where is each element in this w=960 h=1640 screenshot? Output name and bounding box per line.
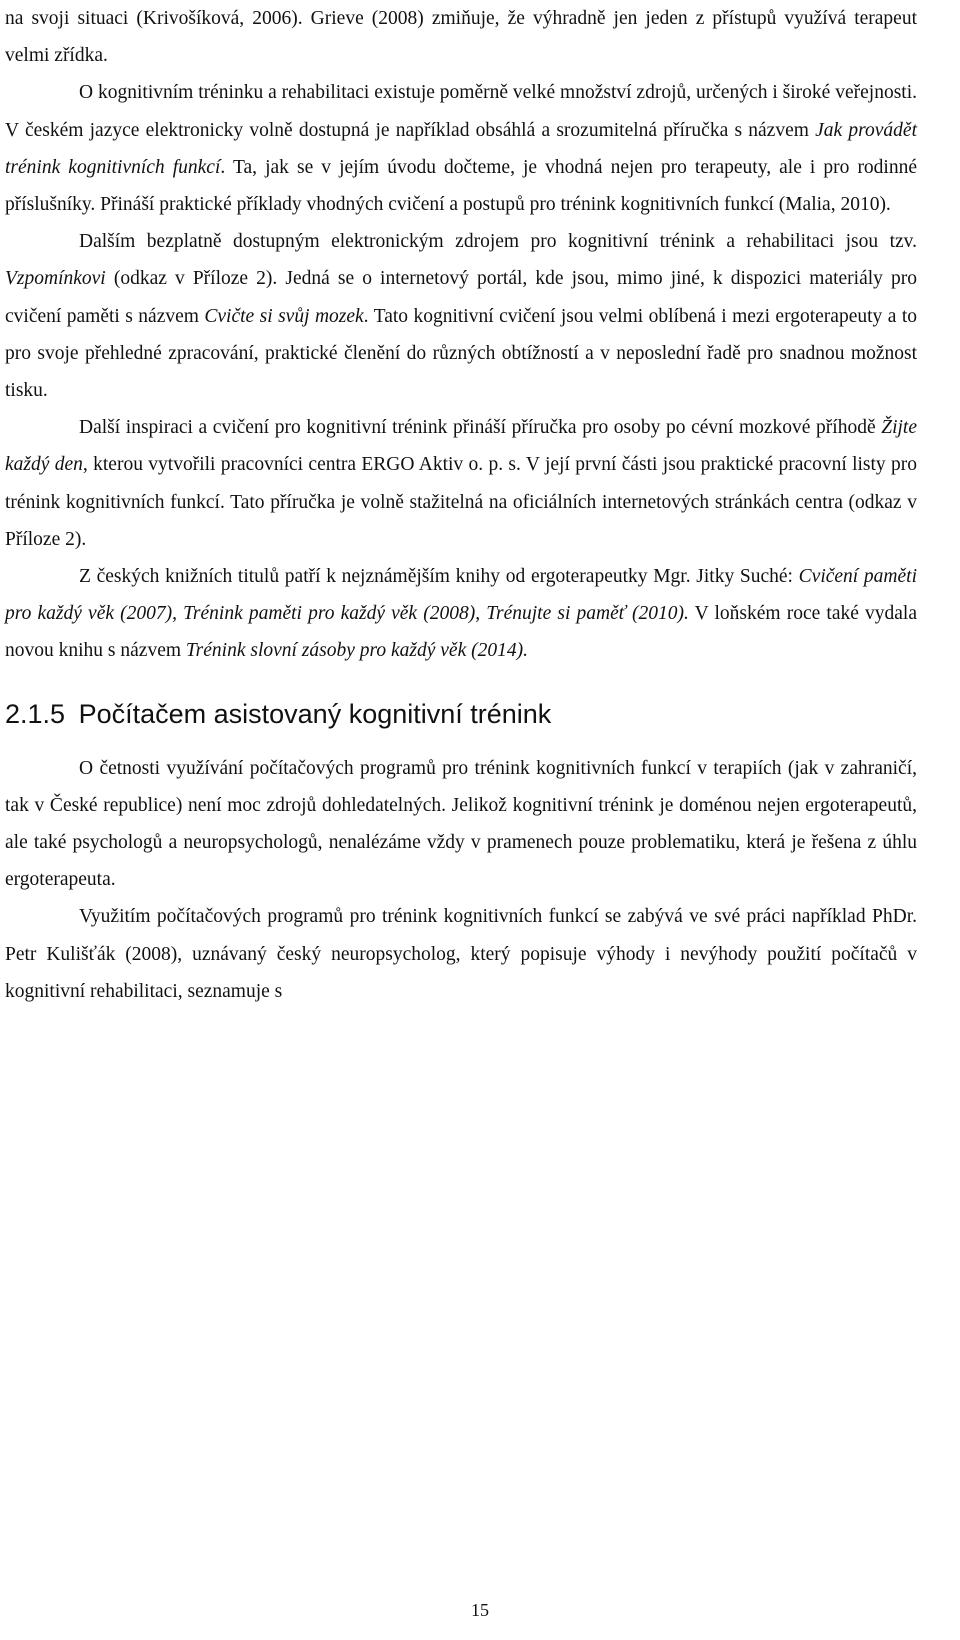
section-title: Počítačem asistovaný kognitivní trénink <box>78 698 552 729</box>
text-run: na svoji situaci (Krivošíková, 2006). Grieve (2008) zmiňuje, že výhradně jen jeden z přístupů využívá terapeut velmi zřídka. <box>5 8 917 67</box>
paragraph-p0 <box>5 0 917 74</box>
text-run: . Ta, jak se v jejím úvodu dočteme, je vhodná nejen pro terapeuty, ale i pro rodinné příslušníky. Přináší praktické příklady vhodných cvičení a postupů pro trénink kognitivních funkcí (Malia, 2010). <box>5 156 918 216</box>
text-run: O kognitivním tréninku a rehabilitaci existuje poměrně velké množství zdrojů, určených i široké veřejnosti. V českém jazyce elektronicky volně dostupná je například obsáhlá a srozumitelná příručka s názvem <box>5 82 917 141</box>
italic-title: Jak provádět trénink kognitivních funkcí <box>5 119 917 178</box>
text-run: Další inspiraci a cvičení pro kognitivní trénink přináší příručka pro osoby po cévní mozkové příhodě <box>79 417 882 439</box>
italic-title: Žijte každý den <box>5 417 917 476</box>
italic-title: Vzpomínkovi <box>5 268 106 290</box>
document-page <box>5 0 917 1010</box>
italic-title: Trénink slovní zásoby pro každý věk (2014). <box>185 640 528 662</box>
text-run: . Tato kognitivní cvičení jsou velmi oblíbená i mezi ergoterapeuty a to pro svoje přehledné zpracování, praktické členění do různých obtížností a v neposlední řadě pro snadnou možnost tisku. <box>5 305 917 402</box>
paragraph-p4 <box>5 558 917 670</box>
text-run: Využitím počítačových programů pro trénink kognitivních funkcí se zabývá ve své práci například PhDr. Petr Kulišťák (2008), uznávaný český neuropsycholog, který popisuje výhody i nevýhody použití počítačů v kognitivní rehabilitaci, seznamuje s <box>5 906 917 1002</box>
text-run: V loňském roce také vydala novou knihu s názvem <box>5 603 917 662</box>
page-number: 15 <box>471 1600 489 1620</box>
body-text-before-heading <box>5 0 917 670</box>
text-run: Dalším bezplatně dostupným elektronickým zdrojem pro kognitivní trénink a rehabilitaci jsou tzv. <box>79 231 917 253</box>
text-run: , kterou vytvořili pracovníci centra ERGO Aktiv o. p. s. V její první části jsou praktické pracovní listy pro trénink kognitivních funkcí. Tato příručka je volně stažitelná na oficiálních internetových stránkách centra (odkaz v Příloze 2). <box>5 454 918 550</box>
italic-title: Cvičte si svůj mozek <box>204 305 364 327</box>
paragraph-p6 <box>5 898 917 1010</box>
body-text-after-heading <box>5 750 917 1010</box>
section-number: 2.1.5 <box>5 698 66 729</box>
paragraph-p2 <box>5 223 917 409</box>
text-run: Z českých knižních titulů patří k nejznámějším knihy od ergoterapeutky Mgr. Jitky Suché: <box>79 566 799 588</box>
section-heading <box>5 696 917 732</box>
paragraph-p5 <box>5 750 917 899</box>
text-run: (odkaz v Příloze 2). Jedná se o internetový portál, kde jsou, mimo jiné, k dispozici materiály pro cvičení paměti s názvem <box>5 268 917 327</box>
paragraph-p3 <box>5 409 917 558</box>
italic-title: Cvičení paměti pro každý věk (2007), Trénink paměti pro každý věk (2008), Trénujte si paměť (2010). <box>5 566 917 625</box>
text-run: O četnosti využívání počítačových programů pro trénink kognitivních funkcí v terapiích (jak v zahraničí, tak v České republice) není moc zdrojů dohledatelných. Jelikož kognitivní trénink je doménou nejen ergoterapeutů, ale také psychologů a neuropsychologů, nenalézáme vždy v pramenech pouze problematiku, která je řešena z úhlu ergoterapeuta. <box>5 757 917 891</box>
paragraph-p1 <box>5 74 917 223</box>
